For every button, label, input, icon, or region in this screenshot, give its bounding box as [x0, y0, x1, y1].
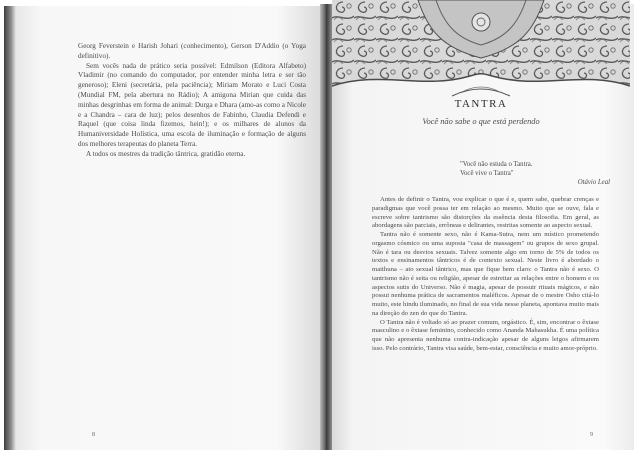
ornamental-header-illustration	[332, 0, 630, 112]
right-paragraph: Antes de definir o Tantra, vou explicar o que é e, quem sabe, quebrar crenças e paradigmas que você possa ter em relação ao mesmo. Muito que se ouve, fala e escreve sobre tantrismo são distorções da essência desta filosofia. Em geral, as abordagens são parciais, errôneas e delirantes, restritas somente ao aspecto sexual.	[372, 196, 599, 230]
left-paragraph: Sem vocês nada de prático seria possível: Edmilson (Editora Alfabeto) Vladimir (no comando do computador, por entender minha letra e ser tão generoso); Eleni (secretária, pela paciência); Miriam Morato e Luci Costa (Mundial FM, pela abertura no Rádio); A amigona Mirian que cuida das minhas desgrinhas em forma de animal: Durga e Dhara (amo-as como a Nicole e a Chandra – cara de luz); pelos desenhos de Fabinho, Claudia Defendi e Raquel (que coisa linda fizemos, hein!); e os milhares de alunos da Humaniversidade Holística, uma escola de iluminação e formação de alguns dos melhores terapeutas do planeta Terra.	[78, 61, 306, 148]
chapter-title: TANTRA	[454, 98, 508, 110]
page-number-right: 9	[590, 432, 593, 438]
page-number-left: 8	[92, 432, 95, 438]
epigraph-author: Otávio Leal	[577, 179, 610, 186]
right-page-text	[372, 196, 599, 354]
scan-edge-shadow	[4, 6, 16, 450]
book-gutter	[320, 4, 332, 450]
left-page-text	[78, 42, 306, 160]
right-paragraph: Tantra não é somente sexo, não é Kama-Sutra, nem um místico prometendo orgasmo cósmico ou uma suposta "casa de massagem" ou grupos de sexo grupal. Não é tara ou desvios sexuais. Talvez somente algo em torno de 5% de todos os textos e ensinamentos tântricos é de contexto sexual. Neste livro é abordado o maithuna – ato sexual tântrico, mas que fique bem claro: o Tantra não é sexo. O tantrismo não é seita ou religião, apesar de estreitar as relações entre o homem e os aspectos sutis do Universo. Não é magia, apesar de possuir rituais mágicos, e não possui nenhuma prática de sacramentos maléficos. Apesar de o mestre Osho citá-lo muito, este hindu iluminado, no final de sua vida nesse planeta, apontava muito mais na direção do zen do que do Tantra.	[372, 231, 599, 317]
chapter-subtitle: Você não sabe o que está perdendo	[422, 117, 540, 126]
epigraph	[460, 160, 610, 187]
left-paragraph: A todos os mestres da tradição tântrica, gratidão eterna.	[86, 149, 246, 158]
right-paragraph: O Tantra não é voltado só ao prazer comum, orgástico. É, sim, encontrar o êxtase masculino e o êxtase feminino, conhecido como Ananda Mahasukha. É uma política que não apresenta nenhuma contra-indicação apesar de alguns leigos afirmarem isso. Pelo contrário, Tantra visa saúde, bem-estar, consciência e muito amor-próprio.	[372, 318, 599, 352]
epigraph-line: "Você não estuda o Tantra.	[460, 161, 533, 168]
left-paragraph: Georg Feverstein e Harish Johari (conhecimento), Gerson D'Addio (o Yoga definitivo).	[78, 42, 306, 60]
epigraph-line: Você vive o Tantra"	[460, 170, 514, 177]
